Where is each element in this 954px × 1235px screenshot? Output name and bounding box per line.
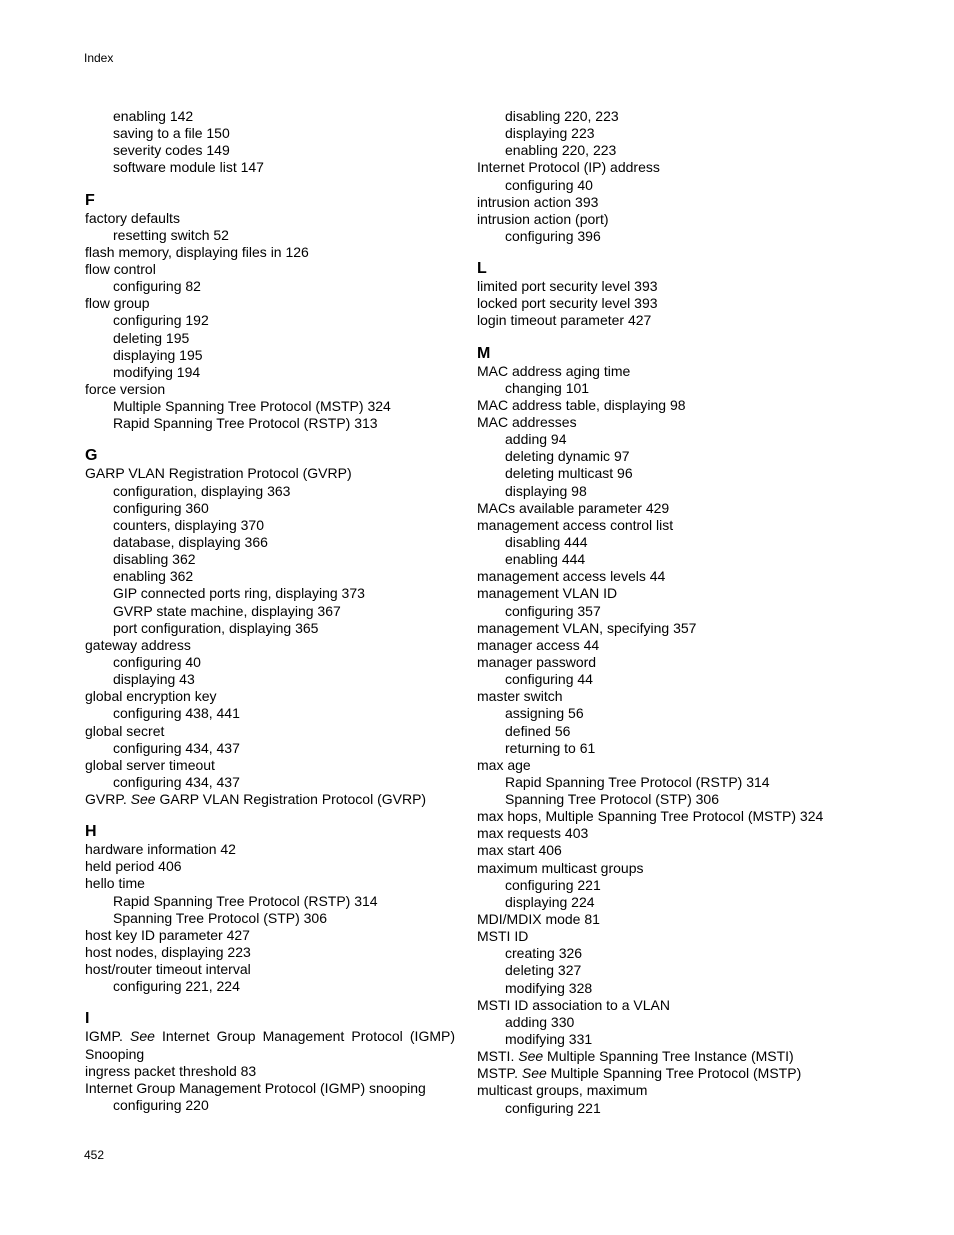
index-subentry: adding 330 [505,1013,575,1030]
index-entry: MSTI ID [477,928,529,945]
index-entry: management VLAN, specifying 357 [477,619,697,636]
index-entry: MDI/MDIX mode 81 [477,911,600,928]
index-entry: MAC address table, displaying 98 [477,396,686,413]
index-subentry: GVRP state machine, displaying 367 [113,602,341,619]
see-target: Multiple Spanning Tree Protocol (MSTP) [546,1065,802,1082]
index-subentry: defined 56 [505,722,571,739]
index-subentry: Rapid Spanning Tree Protocol (RSTP) 314 [113,892,378,909]
index-entry: host/router timeout interval [85,961,251,978]
index-entry: Internet Protocol (IP) address [477,159,660,176]
index-subentry: enabling 220, 223 [505,142,617,159]
index-subentry: configuring 40 [113,653,201,670]
index-subentry: saving to a file 150 [113,125,230,142]
index-letter-heading: G [85,447,98,465]
index-entry: ingress packet threshold 83 [85,1062,257,1079]
index-entry: hello time [85,875,145,892]
index-see-reference [477,1065,847,1082]
index-subentry: counters, displaying 370 [113,516,264,533]
index-subentry: enabling 444 [505,551,586,568]
index-entry: flash memory, displaying files in 126 [85,243,309,260]
index-letter-heading: I [85,1010,90,1028]
index-entry: management VLAN ID [477,585,618,602]
index-subentry: disabling 362 [113,551,196,568]
index-see-reference [477,1048,847,1065]
index-subentry: deleting dynamic 97 [505,448,630,465]
index-entry: management access control list [477,516,674,533]
index-subentry: displaying 224 [505,893,595,910]
index-entry: MAC address aging time [477,362,631,379]
see-keyword: See [518,1048,544,1065]
index-entry: host nodes, displaying 223 [85,944,251,961]
see-term: IGMP. [85,1028,130,1045]
index-subentry: displaying 98 [505,482,587,499]
index-entry: flow group [85,295,150,312]
index-entry: manager access 44 [477,636,600,653]
index-entry: intrusion action (port) [477,210,609,227]
index-subentry: assigning 56 [505,705,584,722]
index-subentry: configuring 434, 437 [113,773,240,790]
see-term: MSTP. [477,1065,522,1082]
index-subentry: configuring 360 [113,499,209,516]
index-subentry: Multiple Spanning Tree Protocol (MSTP) 324 [113,398,391,415]
index-subentry: configuring 438, 441 [113,705,240,722]
index-entry: force version [85,380,166,397]
index-entry: maximum multicast groups [477,859,644,876]
index-subentry: disabling 444 [505,533,588,550]
index-subentry: configuring 221, 224 [113,978,240,995]
index-entry: multicast groups, maximum [477,1082,648,1099]
index-entry: max start 406 [477,842,562,859]
index-subentry: configuring 82 [113,278,201,295]
index-subentry: GIP connected ports ring, displaying 373 [113,585,365,602]
index-subentry: disabling 220, 223 [505,108,619,124]
index-subentry: configuring 396 [505,227,601,244]
index-subentry: adding 94 [505,431,567,448]
index-subentry: configuring 40 [505,176,593,193]
index-subentry: displaying 43 [113,671,195,688]
index-subentry: Rapid Spanning Tree Protocol (RSTP) 314 [505,773,770,790]
index-entry: intrusion action 393 [477,193,599,210]
see-keyword: See [521,1065,547,1082]
index-entry: global server timeout [85,756,215,773]
index-subentry: port configuration, displaying 365 [113,619,319,636]
see-target: GARP VLAN Registration Protocol (GVRP) [155,791,427,808]
index-entry: GARP VLAN Registration Protocol (GVRP) [85,465,352,482]
index-subentry: displaying 223 [505,125,595,142]
index-subentry: deleting 195 [113,329,190,346]
index-column-left [85,108,455,1114]
index-entry: host key ID parameter 427 [85,926,250,943]
index-subentry: severity codes 149 [113,142,230,159]
running-header: Index [84,51,114,65]
index-entry: hardware information 42 [85,841,236,858]
index-subentry: deleting 327 [505,962,582,979]
index-entry: Snooping [85,1045,145,1062]
index-subentry: configuring 221 [505,1099,601,1116]
index-subentry: deleting multicast 96 [505,465,633,482]
index-subentry: configuring 192 [113,312,209,329]
index-entry: limited port security level 393 [477,278,658,295]
index-subentry: configuring 221 [505,876,601,893]
index-subentry: modifying 331 [505,1031,593,1048]
index-subentry: configuring 357 [505,602,601,619]
index-entry: MAC addresses [477,413,577,430]
index-entry: management access levels 44 [477,568,666,585]
index-entry: held period 406 [85,858,182,875]
index-entry: max age [477,756,531,773]
index-entry: Internet Group Management Protocol (IGMP) snooping [85,1079,426,1096]
index-subentry: changing 101 [505,379,590,396]
index-see-reference [85,791,455,808]
index-subentry: software module list 147 [113,159,264,176]
index-entry: MSTI ID association to a VLAN [477,996,670,1013]
see-term: MSTI. [477,1048,519,1065]
page-number: 452 [84,1148,105,1162]
index-subentry: returning to 61 [505,739,596,756]
index-letter-heading: L [477,260,487,278]
index-entry: flow control [85,260,156,277]
index-entry: factory defaults [85,209,180,226]
index-subentry: Spanning Tree Protocol (STP) 306 [113,909,328,926]
index-subentry: Rapid Spanning Tree Protocol (RSTP) 313 [113,415,378,432]
index-entry: max requests 403 [477,825,589,842]
index-subentry: modifying 194 [113,363,201,380]
see-term: GVRP. [85,791,131,808]
index-subentry: modifying 328 [505,979,593,996]
index-subentry: configuring 44 [505,671,593,688]
see-keyword: See [130,791,156,808]
index-subentry: database, displaying 366 [113,533,268,550]
index-subentry: configuring 434, 437 [113,739,240,756]
index-subentry: enabling 362 [113,568,194,585]
index-subentry: resetting switch 52 [113,226,229,243]
index-see-reference [85,1028,455,1045]
index-entry: global secret [85,722,165,739]
index-column-right [477,108,847,1117]
index-entry: login timeout parameter 427 [477,312,652,329]
index-subentry: configuration, displaying 363 [113,482,291,499]
see-target: Internet Group Management Protocol (IGMP) [154,1028,455,1045]
index-subentry: creating 326 [505,945,583,962]
index-entry: master switch [477,688,563,705]
index-letter-heading: F [85,191,95,209]
index-entry: global encryption key [85,688,217,705]
index-entry: locked port security level 393 [477,295,658,312]
see-keyword: See [129,1028,155,1045]
index-subentry: enabling 142 [113,108,194,124]
index-letter-heading: H [85,823,97,841]
index-entry: gateway address [85,636,191,653]
index-subentry: Spanning Tree Protocol (STP) 306 [505,791,720,808]
index-subentry: configuring 220 [113,1097,209,1114]
index-entry: MACs available parameter 429 [477,499,670,516]
index-entry: max hops, Multiple Spanning Tree Protocol (MSTP) 324 [477,808,824,825]
see-target: Multiple Spanning Tree Instance (MSTI) [543,1048,794,1065]
index-entry: manager password [477,653,597,670]
index-subentry: displaying 195 [113,346,203,363]
index-letter-heading: M [477,344,491,362]
